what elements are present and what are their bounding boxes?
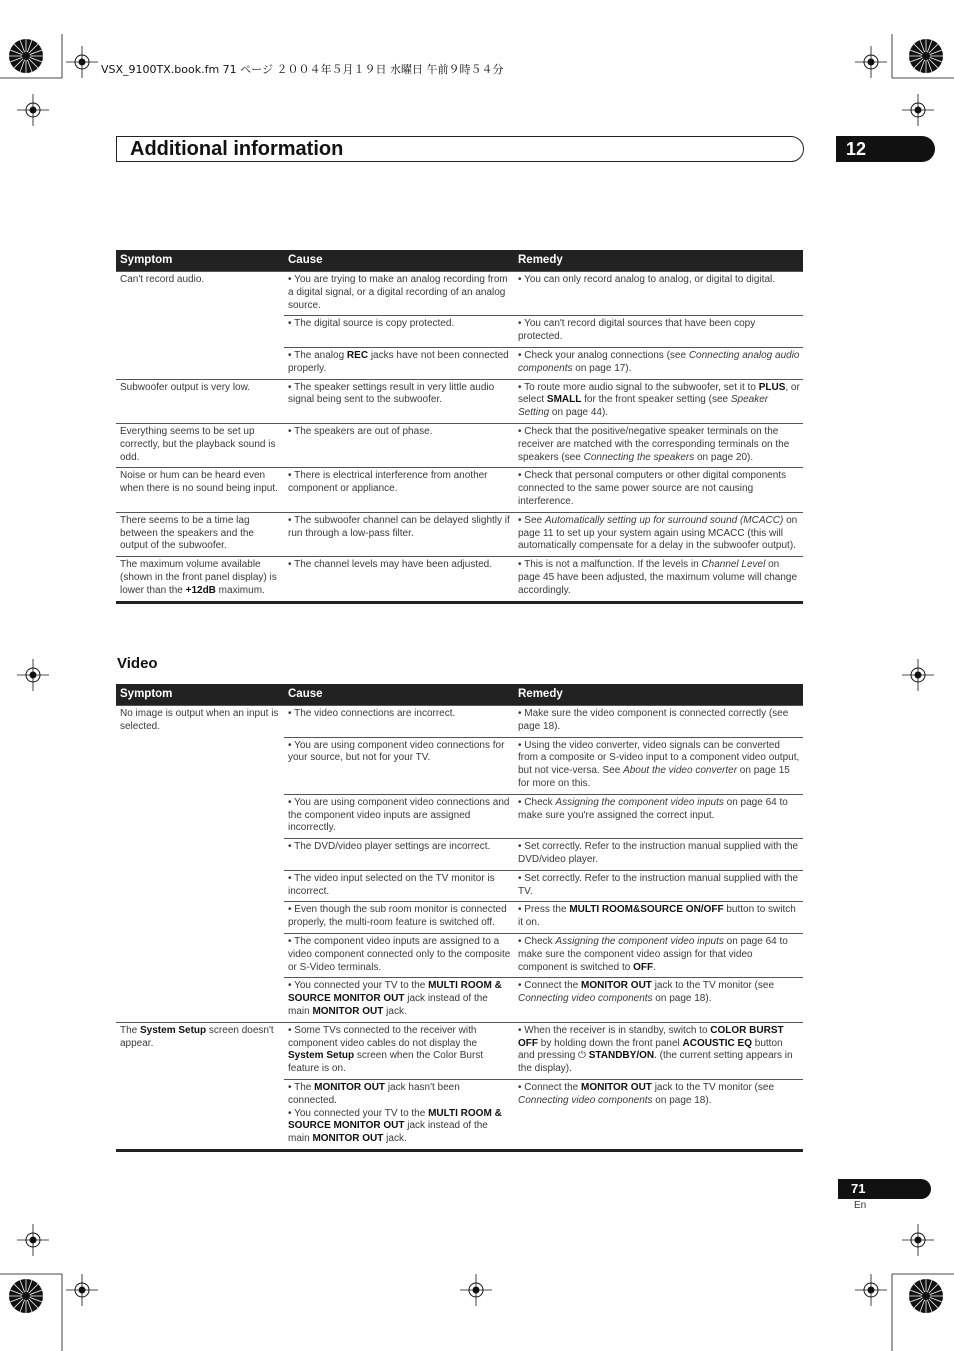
remedy-cell: • Set correctly. Refer to the instruction manual supplied with the DVD/video player. xyxy=(514,839,803,871)
table-row xyxy=(116,557,803,602)
remedy-cell: • You can't record digital sources that have been copy protected. xyxy=(514,316,803,348)
remedy-cell: • See Automatically setting up for surround sound (MCACC) on page 11 to set up your system again using MCACC (this will automatically compensate for a delay in the subwoofer output). xyxy=(514,512,803,556)
symptom-cell: Can't record audio. xyxy=(116,272,284,380)
remedy-cell: • Connect the MONITOR OUT jack to the TV monitor (see Connecting video components on page 18). xyxy=(514,978,803,1022)
symptom-cell: The System Setup screen doesn't appear. xyxy=(116,1022,284,1150)
column-header-remedy: Remedy xyxy=(514,250,803,272)
remedy-cell: • Check that personal computers or other digital components connected to the same power source are not causing interference. xyxy=(514,468,803,512)
column-header-symptom: Symptom xyxy=(116,250,284,272)
symptom-cell: Everything seems to be set up correctly, but the playback sound is odd. xyxy=(116,423,284,467)
table-row xyxy=(116,423,803,467)
cause-cell: • The DVD/video player settings are incorrect. xyxy=(284,839,514,871)
remedy-cell: • This is not a malfunction. If the levels in Channel Level on page 45 have been adjusted, the maximum volume will change accordingly. xyxy=(514,557,803,602)
cause-cell: • The channel levels may have been adjusted. xyxy=(284,557,514,602)
cause-cell: • The video input selected on the TV monitor is incorrect. xyxy=(284,870,514,902)
column-header-remedy: Remedy xyxy=(514,684,803,706)
column-header-cause: Cause xyxy=(284,684,514,706)
page-language: En xyxy=(854,1200,867,1211)
cause-cell: • You are using component video connections and the component video inputs are assigned incorrectly. xyxy=(284,794,514,838)
cause-cell: • The analog REC jacks have not been connected properly. xyxy=(284,347,514,379)
table-row xyxy=(116,379,803,423)
cause-cell: • The speakers are out of phase. xyxy=(284,423,514,467)
cause-cell: • The video connections are incorrect. xyxy=(284,706,514,738)
cause-cell: • The component video inputs are assigned to a video component connected only to the composite or S-Video terminals. xyxy=(284,933,514,977)
file-info-line: VSX_9100TX.book.fm 71 ページ ２００４年５月１９日 水曜日 午前９時５４分 xyxy=(101,63,504,76)
symptom-cell: No image is output when an input is selected. xyxy=(116,706,284,1023)
remedy-cell: • Press the MULTI ROOM&SOURCE ON/OFF button to switch it on. xyxy=(514,902,803,934)
troubleshooting-table-audio xyxy=(116,250,803,604)
table-row xyxy=(116,512,803,556)
cause-cell: • You are using component video connections for your source, but not for your TV. xyxy=(284,737,514,794)
table-row xyxy=(116,468,803,512)
cause-cell: • The speaker settings result in very little audio signal being sent to the subwoofer. xyxy=(284,379,514,423)
section-title-video: Video xyxy=(117,655,158,672)
cause-cell: • You connected your TV to the MULTI ROOM & SOURCE MONITOR OUT jack instead of the main MONITOR OUT jack. xyxy=(284,978,514,1022)
table-header-row xyxy=(116,250,803,272)
remedy-cell: • Make sure the video component is connected correctly (see page 18). xyxy=(514,706,803,738)
table-row xyxy=(116,706,803,738)
cause-cell: • The digital source is copy protected. xyxy=(284,316,514,348)
chapter-number-badge: 12 xyxy=(836,136,935,162)
remedy-cell: • Using the video converter, video signals can be converted from a composite or S-video input to a component video output, but not vice-versa. See About the video converter on page 15 for more on this. xyxy=(514,737,803,794)
table-header-row xyxy=(116,684,803,706)
symptom-cell: The maximum volume available (shown in the front panel display) is lower than the +12dB maximum. xyxy=(116,557,284,602)
remedy-cell: • When the receiver is in standby, switch to COLOR BURST OFF by holding down the front panel ACOUSTIC EQ button and pressing ⏻ STANDBY/ON. (the current setting appears in the display). xyxy=(514,1022,803,1079)
remedy-cell: • Check Assigning the component video inputs on page 64 to make sure the component video assign for that video component is switched to OFF. xyxy=(514,933,803,977)
cause-cell: • There is electrical interference from another component or appliance. xyxy=(284,468,514,512)
troubleshooting-table-video xyxy=(116,684,803,1152)
remedy-cell: • Connect the MONITOR OUT jack to the TV monitor (see Connecting video components on page 18). xyxy=(514,1079,803,1150)
column-header-symptom: Symptom xyxy=(116,684,284,706)
chapter-title: Additional information xyxy=(130,138,344,160)
cause-cell: • You are trying to make an analog recording from a digital signal, or a digital recording of an analog source. xyxy=(284,272,514,316)
remedy-cell: • To route more audio signal to the subwoofer, set it to PLUS, or select SMALL for the front speaker setting (see Speaker Setting on page 44). xyxy=(514,379,803,423)
symptom-cell: There seems to be a time lag between the speakers and the output of the subwoofer. xyxy=(116,512,284,556)
cause-cell: • Some TVs connected to the receiver with component video cables do not display the System Setup screen when the Color Burst feature is on. xyxy=(284,1022,514,1079)
cause-cell: • Even though the sub room monitor is connected properly, the multi-room feature is switched off. xyxy=(284,902,514,934)
remedy-cell: • You can only record analog to analog, or digital to digital. xyxy=(514,272,803,316)
symptom-cell: Subwoofer output is very low. xyxy=(116,379,284,423)
remedy-cell: • Set correctly. Refer to the instruction manual supplied with the TV. xyxy=(514,870,803,902)
remedy-cell: • Check Assigning the component video inputs on page 64 to make sure you're assigned the correct input. xyxy=(514,794,803,838)
table-row xyxy=(116,272,803,316)
page-number-badge: 71 xyxy=(838,1179,931,1199)
cause-cell: • The subwoofer channel can be delayed slightly if run through a low-pass filter. xyxy=(284,512,514,556)
remedy-cell: • Check that the positive/negative speaker terminals on the receiver are matched with the corresponding terminals on the speakers (see Connecting the speakers on page 20). xyxy=(514,423,803,467)
remedy-cell: • Check your analog connections (see Connecting analog audio components on page 17). xyxy=(514,347,803,379)
symptom-cell: Noise or hum can be heard even when there is no sound being input. xyxy=(116,468,284,512)
cause-cell: • The MONITOR OUT jack hasn't been connected. • You connected your TV to the MULTI ROOM & SOURCE MONITOR OUT jack instead of the main MONITOR OUT jack. xyxy=(284,1079,514,1150)
column-header-cause: Cause xyxy=(284,250,514,272)
table-row xyxy=(116,1022,803,1079)
